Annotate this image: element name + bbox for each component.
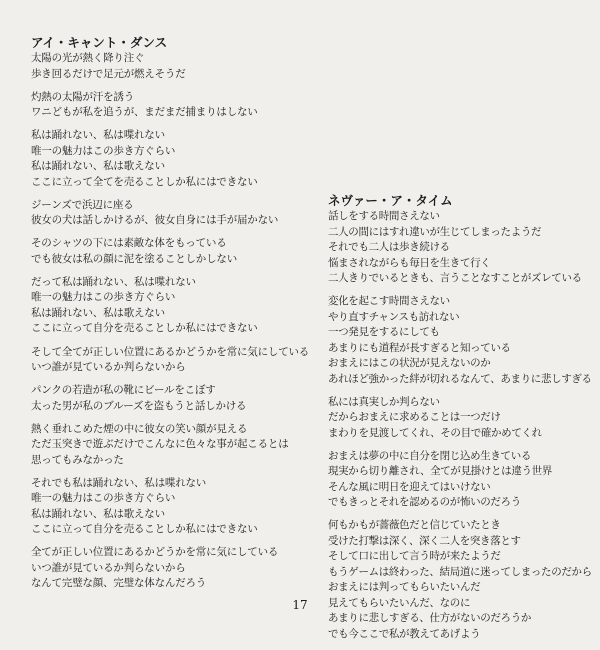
lyric-line: ここに立って全てを売ることしか私にはできない <box>31 175 258 188</box>
lyric-line: 見えてもらいたいんだ、なのに <box>328 596 471 609</box>
lyric-line: いつ誰が見ているか判らないから <box>31 361 186 374</box>
lyric-stanza <box>31 422 301 469</box>
lyric-line: ここに立って自分を売ることしか私にはできない <box>31 523 258 536</box>
lyric-line: ここに立って自分を売ることしか私にはできない <box>31 322 258 335</box>
lyric-line: 唯一の魅力はこの歩き方ぐらい <box>31 291 176 304</box>
lyric-line: 私は踊れない、私は歌えない <box>31 507 165 520</box>
lyric-stanza <box>31 275 301 337</box>
lyric-line: 歩き回るだけで足元が燃えそうだ <box>31 67 186 80</box>
song-column-right <box>328 193 590 650</box>
lyric-line: まわりを見渡してくれ、その目で確かめてくれ <box>328 426 542 439</box>
lyric-line: 変化を起こす時間さえない <box>328 295 450 308</box>
lyric-line: 思ってもみなかった <box>31 453 124 466</box>
lyric-stanza <box>328 294 590 387</box>
lyric-line: 二人の間にはすれ違いが生じてしまったようだ <box>328 225 542 238</box>
lyric-line: 受けた打撃は深く、深く二人を突き落とす <box>328 534 521 547</box>
lyric-stanza <box>31 476 301 538</box>
lyric-line: 全てが正しい位置にあるかどうかを常に気にしている <box>31 546 279 559</box>
song-column-left <box>31 35 310 600</box>
lyric-line: そして全てが正しい位置にあるかどうかを常に気にしている <box>31 345 310 358</box>
lyric-line: でも今ここで私が教えてあげよう <box>328 627 481 640</box>
lyric-line: それでも私は踊れない、私は喋れない <box>31 476 207 489</box>
lyric-line: だって私は踊れない、私は喋れない <box>31 275 196 288</box>
lyric-stanza <box>31 90 301 121</box>
lyric-line: 悩まされながらも毎日を生きて行く <box>328 256 491 269</box>
lyric-line: おまえにはこの状況が見えないのか <box>328 357 491 370</box>
lyric-stanza <box>31 545 301 592</box>
lyric-stanza <box>328 209 590 287</box>
lyric-line: 太った男が私のブルーズを盗もうと話しかける <box>31 399 247 412</box>
lyric-line: そんな風に明日を迎えてはいけない <box>328 480 491 493</box>
lyric-line: 私は踊れない、私は歌えない <box>31 160 165 173</box>
page-number: 17 <box>292 598 308 612</box>
lyric-line: 彼女の犬は話しかけるが、彼女自身には手が届かない <box>31 214 279 227</box>
lyric-line: そして口に出して言う時が来たようだ <box>328 550 501 563</box>
lyric-line: 私には真実しか判らない <box>328 395 440 408</box>
lyric-line: 太陽の光が熱く降り注ぐ <box>31 52 145 64</box>
lyric-line: もうゲームは終わった、結局道に迷ってしまったのだから <box>328 565 592 578</box>
lyric-line: いつ誰が見ているか判らないから <box>31 561 186 574</box>
lyric-line: 私は踊れない、私は歌えない <box>31 306 165 319</box>
lyric-stanza <box>31 51 301 82</box>
lyric-stanza <box>31 383 301 414</box>
lyric-stanza <box>328 395 590 442</box>
lyric-line: 何もかもが薔薇色だと信じていたとき <box>328 519 501 532</box>
lyric-line: 私は踊れない、私は喋れない <box>31 129 165 142</box>
lyric-line: ただ玉突きで遊ぶだけでこんなに色々な事が起こるとは <box>31 438 289 451</box>
lyric-line: 熱く垂れこめた煙の中に彼女の笑い顔が見える <box>31 422 248 435</box>
lyric-line: ジーンズで浜辺に座る <box>31 198 134 211</box>
lyric-line: 灼熱の太陽が汗を誘う <box>31 90 134 103</box>
lyric-line: あまりにも道程が長すぎると知っている <box>328 341 511 354</box>
lyric-line: あれほど強かった絆が切れるなんて、あまりに悲しすぎる <box>328 372 592 385</box>
lyric-stanza <box>31 236 301 267</box>
lyric-line: パンクの若造が私の靴にビールをこぼす <box>31 384 216 397</box>
lyric-line: でもきっとそれを認めるのが怖いのだろう <box>328 496 521 509</box>
lyric-line: ワニどもが私を追うが、まだまだ捕まりはしない <box>31 106 258 119</box>
lyric-line: 唯一の魅力はこの歩き方ぐらい <box>31 492 176 505</box>
lyric-line: 話しをする時間さえない <box>328 210 440 222</box>
lyric-line: おまえには判ってもらいたいんだ <box>328 581 481 594</box>
lyric-line: おまえは夢の中に自分を閉じ込め生きている <box>328 449 531 462</box>
lyric-stanza <box>31 128 301 190</box>
lyric-line: 現実から切り離され、全てが見掛けとは違う世界 <box>328 465 552 478</box>
lyric-line: なんて完璧な顔、完璧な体なんだろう <box>31 577 207 590</box>
lyric-line: 一つ発見をするにしても <box>328 326 440 339</box>
lyric-line: だからおまえに求めることは一つだけ <box>328 411 501 424</box>
lyric-line: あまりに悲しすぎる、仕方がないのだろうか <box>328 612 531 625</box>
lyric-stanza <box>328 449 590 511</box>
lyric-line: 唯一の魅力はこの歩き方ぐらい <box>31 144 176 157</box>
lyric-line: それでも二人は歩き続ける <box>328 241 450 253</box>
lyric-stanza <box>328 518 590 642</box>
lyric-line: やり直すチャンスも訪れない <box>328 310 460 323</box>
lyric-stanza <box>31 198 301 229</box>
lyric-stanza <box>31 345 310 376</box>
lyric-line: そのシャツの下には素敵な体をもっている <box>31 237 227 250</box>
song-title: アイ・キャント・ダンス <box>31 35 168 50</box>
lyric-line: でも彼女は私の顔に泥を塗ることしかしない <box>31 252 237 265</box>
song-title: ネヴァー・ア・タイム <box>328 193 453 208</box>
lyric-line: 二人きりでいるときも、言うことなすことがズレている <box>328 272 582 284</box>
